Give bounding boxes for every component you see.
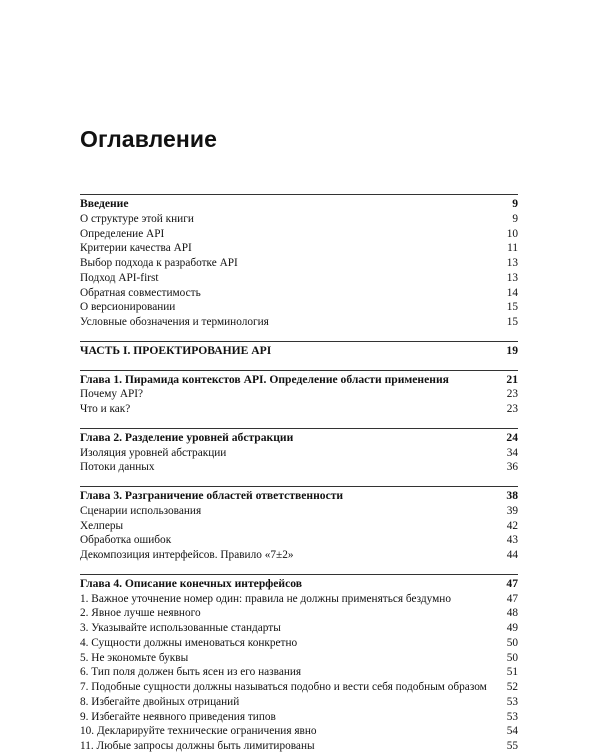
toc-page-number: 50	[506, 651, 518, 664]
toc-item-text: Декомпозиция интерфейсов. Правило «7±2»	[80, 549, 294, 561]
toc-page-number: 19	[506, 343, 518, 357]
toc-item[interactable]	[80, 665, 518, 680]
toc-page-number: 43	[506, 534, 518, 547]
toc-item-text: О структуре этой книги	[80, 212, 194, 225]
toc-item-text: Потоки данных	[80, 461, 155, 474]
toc-item-text: Почему API?	[80, 388, 144, 401]
toc-item[interactable]	[80, 227, 518, 242]
toc-heading-text: Глава 4. Описание конечных интерфейсов	[80, 576, 303, 590]
toc-item[interactable]	[80, 636, 518, 651]
toc-item[interactable]	[80, 446, 518, 461]
toc-heading-text: ЧАСТЬ I. ПРОЕКТИРОВАНИЕ API	[80, 343, 272, 357]
toc-page-number: 24	[506, 430, 518, 444]
toc-page-number: 23	[506, 403, 518, 415]
section-rule	[80, 486, 518, 487]
toc-item[interactable]	[80, 621, 518, 636]
toc-item[interactable]	[80, 533, 518, 548]
toc-page-number: 23	[506, 388, 518, 401]
toc-item[interactable]	[80, 724, 518, 739]
toc-page-number: 48	[506, 607, 518, 620]
toc-page-number: 52	[506, 681, 518, 693]
toc-page-number: 39	[506, 504, 518, 517]
toc-heading-text: Глава 1. Пирамида контекстов API. Определение области применения	[80, 372, 449, 386]
toc-item[interactable]	[80, 271, 518, 286]
toc-item[interactable]	[80, 402, 518, 417]
toc-page-number: 21	[506, 372, 518, 386]
toc-item-text: Обратная совместимость	[80, 286, 201, 299]
toc-item[interactable]	[80, 504, 518, 519]
toc-item[interactable]	[80, 680, 518, 695]
toc-item-text: Подход API-first	[80, 271, 159, 284]
toc-item-text: 3. Указывайте использованные стандарты	[80, 622, 281, 634]
toc-page-number: 10	[506, 227, 518, 240]
toc-item[interactable]	[80, 739, 518, 754]
toc-item[interactable]	[80, 212, 518, 227]
toc-item[interactable]	[80, 592, 518, 607]
toc-item-text: Критерии качества API	[80, 242, 192, 255]
toc-heading-text: Введение	[80, 197, 129, 210]
toc-page-number: 36	[506, 461, 518, 474]
toc-page-number: 34	[506, 446, 518, 459]
toc-page-number: 15	[506, 301, 518, 314]
toc-item-text: 2. Явное лучше неявного	[80, 607, 201, 620]
toc-item[interactable]	[80, 695, 518, 710]
toc-heading-text: Глава 2. Разделение уровней абстракции	[80, 430, 294, 444]
toc-page-number: 13	[506, 271, 518, 284]
toc-item-text: О версионировании	[80, 301, 176, 314]
toc-item-text: 10. Декларируйте технические ограничения явно	[80, 725, 317, 738]
toc-page-number: 47	[506, 576, 518, 590]
toc-item-text: 8. Избегайте двойных отрицаний	[80, 695, 240, 708]
toc-page-number: 50	[506, 636, 518, 649]
toc-heading-chapter-3[interactable]	[80, 489, 518, 504]
toc-item[interactable]	[80, 387, 518, 402]
toc-page-number: 53	[506, 710, 518, 723]
toc-heading-chapter-4[interactable]	[80, 577, 518, 592]
toc-item-text: 1. Важное уточнение номер один: правила не должны применяться бездумно	[80, 592, 451, 605]
toc-item-text: Условные обозначения и терминология	[80, 316, 269, 328]
toc-item[interactable]	[80, 460, 518, 475]
toc-page-number: 42	[506, 519, 518, 532]
toc-item[interactable]	[80, 241, 518, 256]
toc-item-text: 7. Подобные сущности должны называться подобно и вести себя подобным образом	[80, 681, 487, 693]
toc-item-text: Хелперы	[80, 519, 124, 532]
section-rule	[80, 574, 518, 575]
toc-page-number: 53	[506, 695, 518, 708]
section-gap	[80, 475, 518, 486]
toc-item-text: 11. Любые запросы должны быть лимитированы	[80, 740, 315, 752]
section-gap	[80, 563, 518, 574]
toc-page-number: 15	[506, 316, 518, 328]
toc-heading-chapter-2[interactable]	[80, 431, 518, 446]
toc-item[interactable]	[80, 548, 518, 563]
section-rule	[80, 428, 518, 429]
toc-heading-chapter-1[interactable]	[80, 373, 518, 388]
toc-heading-text: Глава 3. Разграничение областей ответственности	[80, 489, 344, 502]
toc-item-text: Выбор подхода к разработке API	[80, 257, 238, 269]
toc-item-text: Определение API	[80, 227, 165, 240]
toc-item[interactable]	[80, 256, 518, 271]
toc-item[interactable]	[80, 606, 518, 621]
toc-heading-part-1[interactable]	[80, 344, 518, 359]
toc-page-number: 51	[506, 666, 518, 679]
toc-item[interactable]	[80, 519, 518, 534]
section-gap	[80, 417, 518, 428]
section-rule	[80, 194, 518, 195]
toc-item-text: 4. Сущности должны именоваться конкретно	[80, 636, 298, 649]
toc-page-number: 54	[506, 725, 518, 738]
toc-item-text: Изоляция уровней абстракции	[80, 446, 227, 459]
page-title: Оглавление	[80, 126, 218, 152]
toc-page-number: 14	[506, 286, 518, 299]
toc-item[interactable]	[80, 710, 518, 725]
toc-heading-introduction[interactable]	[80, 197, 518, 212]
toc-item-text: Сценарии использования	[80, 504, 202, 517]
toc-page-number: 49	[506, 622, 518, 634]
toc-item-text: 6. Тип поля должен быть ясен из его названия	[80, 666, 302, 679]
toc-page-number: 38	[506, 489, 518, 502]
toc-item-text: Что и как?	[80, 403, 131, 415]
toc-page-number: 9	[512, 212, 518, 225]
section-gap	[80, 359, 518, 370]
toc-item-text: Обработка ошибок	[80, 534, 172, 547]
toc-item[interactable]	[80, 300, 518, 315]
toc-item[interactable]	[80, 315, 518, 330]
toc-page-number: 9	[512, 197, 518, 210]
section-gap	[80, 330, 518, 341]
toc-item-text: 5. Не экономьте буквы	[80, 651, 189, 664]
toc-item[interactable]	[80, 651, 518, 666]
toc-page-number: 47	[506, 592, 518, 605]
toc-page-number: 55	[506, 740, 518, 752]
table-of-contents	[80, 194, 518, 754]
section-rule	[80, 370, 518, 371]
toc-page-number: 11	[507, 242, 518, 255]
toc-page-number: 44	[506, 549, 518, 561]
section-rule	[80, 341, 518, 342]
toc-item[interactable]	[80, 286, 518, 301]
toc-item-text: 9. Избегайте неявного приведения типов	[80, 710, 276, 723]
toc-page-number: 13	[506, 257, 518, 269]
